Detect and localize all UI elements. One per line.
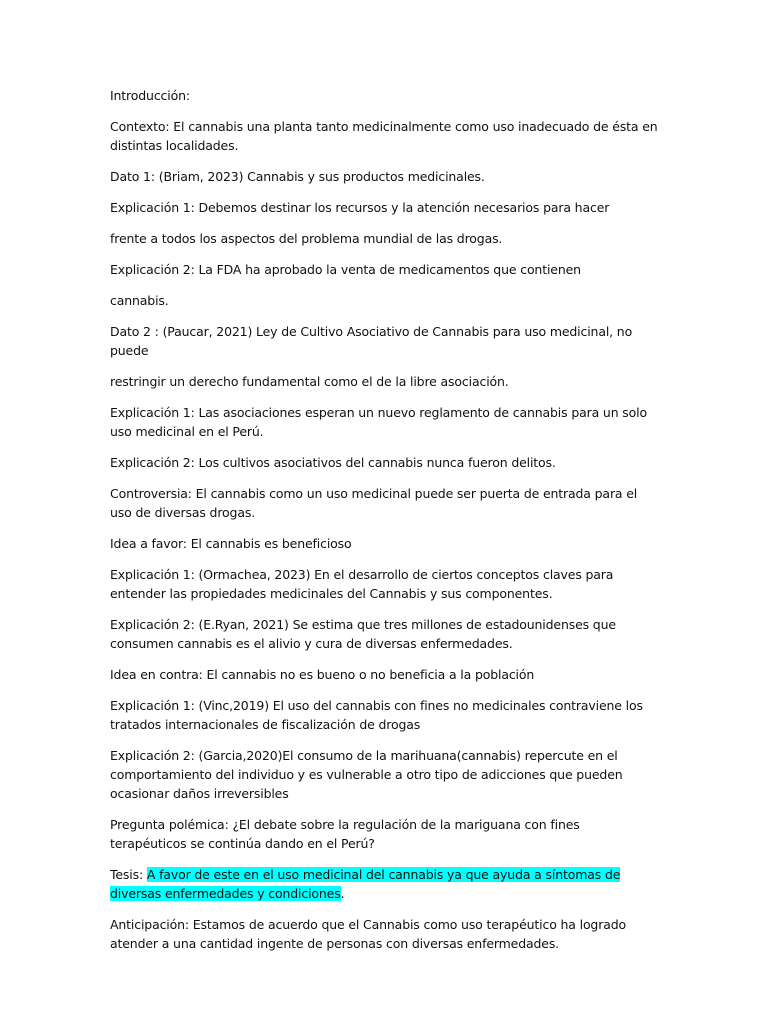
- paragraph-anticipacion: Anticipación: Estamos de acuerdo que el Cannabis como uso terapéutico ha logrado atender a una cantidad ingente de personas con diversas enfermedades.: [110, 917, 627, 951]
- paragraph-contexto: Contexto: El cannabis una planta tanto medicinalmente como uso inadecuado de ésta en distintas localidades.: [110, 119, 658, 153]
- paragraph-pregunta-polemica: Pregunta polémica: ¿El debate sobre la regulación de la mariguana con fines terapéuticos se continúa dando en el Perú?: [110, 817, 580, 851]
- paragraph-dato-2b: restringir un derecho fundamental como el de la libre asociación.: [110, 374, 509, 389]
- paragraph-favor-explicacion-2: Explicación 2: (E.Ryan, 2021) Se estima que tres millones de estadounidenses que consumen cannabis es el alivio y cura de diversas enfermedades.: [110, 617, 616, 651]
- paragraph-explicacion-2-dato-2: Explicación 2: Los cultivos asociativos del cannabis nunca fueron delitos.: [110, 455, 556, 470]
- paragraph-favor-explicacion-1: Explicación 1: (Ormachea, 2023) En el desarrollo de ciertos conceptos claves para entender las propiedades medicinales del Cannabis y sus componentes.: [110, 567, 614, 601]
- tesis-tail: .: [340, 886, 345, 901]
- paragraph-explicacion-1-dato-2: Explicación 1: Las asociaciones esperan un nuevo reglamento de cannabis para un solo uso medicinal en el Perú.: [110, 405, 647, 439]
- paragraph-idea-en-contra: Idea en contra: El cannabis no es bueno o no beneficia a la población: [110, 667, 535, 682]
- paragraph-contra-explicacion-1: Explicación 1: (Vinc,2019) El uso del cannabis con fines no medicinales contraviene los tratados internacionales de fiscalización de drogas: [110, 698, 643, 732]
- paragraph-idea-a-favor: Idea a favor: El cannabis es beneficioso: [110, 536, 352, 551]
- paragraph-explicacion-1a: Explicación 1: Debemos destinar los recursos y la atención necesarios para hacer: [110, 200, 610, 215]
- tesis-label: Tesis:: [110, 867, 147, 882]
- paragraph-dato-1: Dato 1: (Briam, 2023) Cannabis y sus productos medicinales.: [110, 169, 485, 184]
- tesis-highlighted-text: A favor de este en el uso medicinal del cannabis ya que ayuda a síntomas de diversas enfermedades y condiciones: [110, 867, 621, 901]
- paragraph-explicacion-2a: Explicación 2: La FDA ha aprobado la venta de medicamentos que contienen: [110, 262, 581, 277]
- paragraph-contra-explicacion-2: Explicación 2: (Garcia,2020)El consumo de la marihuana(cannabis) repercute en el comportamiento del individuo y es vulnerable a otro tipo de adicciones que pueden ocasionar daños irreversibles: [110, 748, 623, 801]
- paragraph-introduccion: Introducción:: [110, 88, 190, 103]
- paragraph-tesis: [110, 865, 658, 903]
- paragraph-explicacion-2b: cannabis.: [110, 293, 169, 308]
- paragraph-explicacion-1b: frente a todos los aspectos del problema mundial de las drogas.: [110, 231, 503, 246]
- paragraph-controversia: Controversia: El cannabis como un uso medicinal puede ser puerta de entrada para el uso de diversas drogas.: [110, 486, 638, 520]
- paragraph-dato-2a: Dato 2 : (Paucar, 2021) Ley de Cultivo Asociativo de Cannabis para uso medicinal, no puede: [110, 324, 633, 358]
